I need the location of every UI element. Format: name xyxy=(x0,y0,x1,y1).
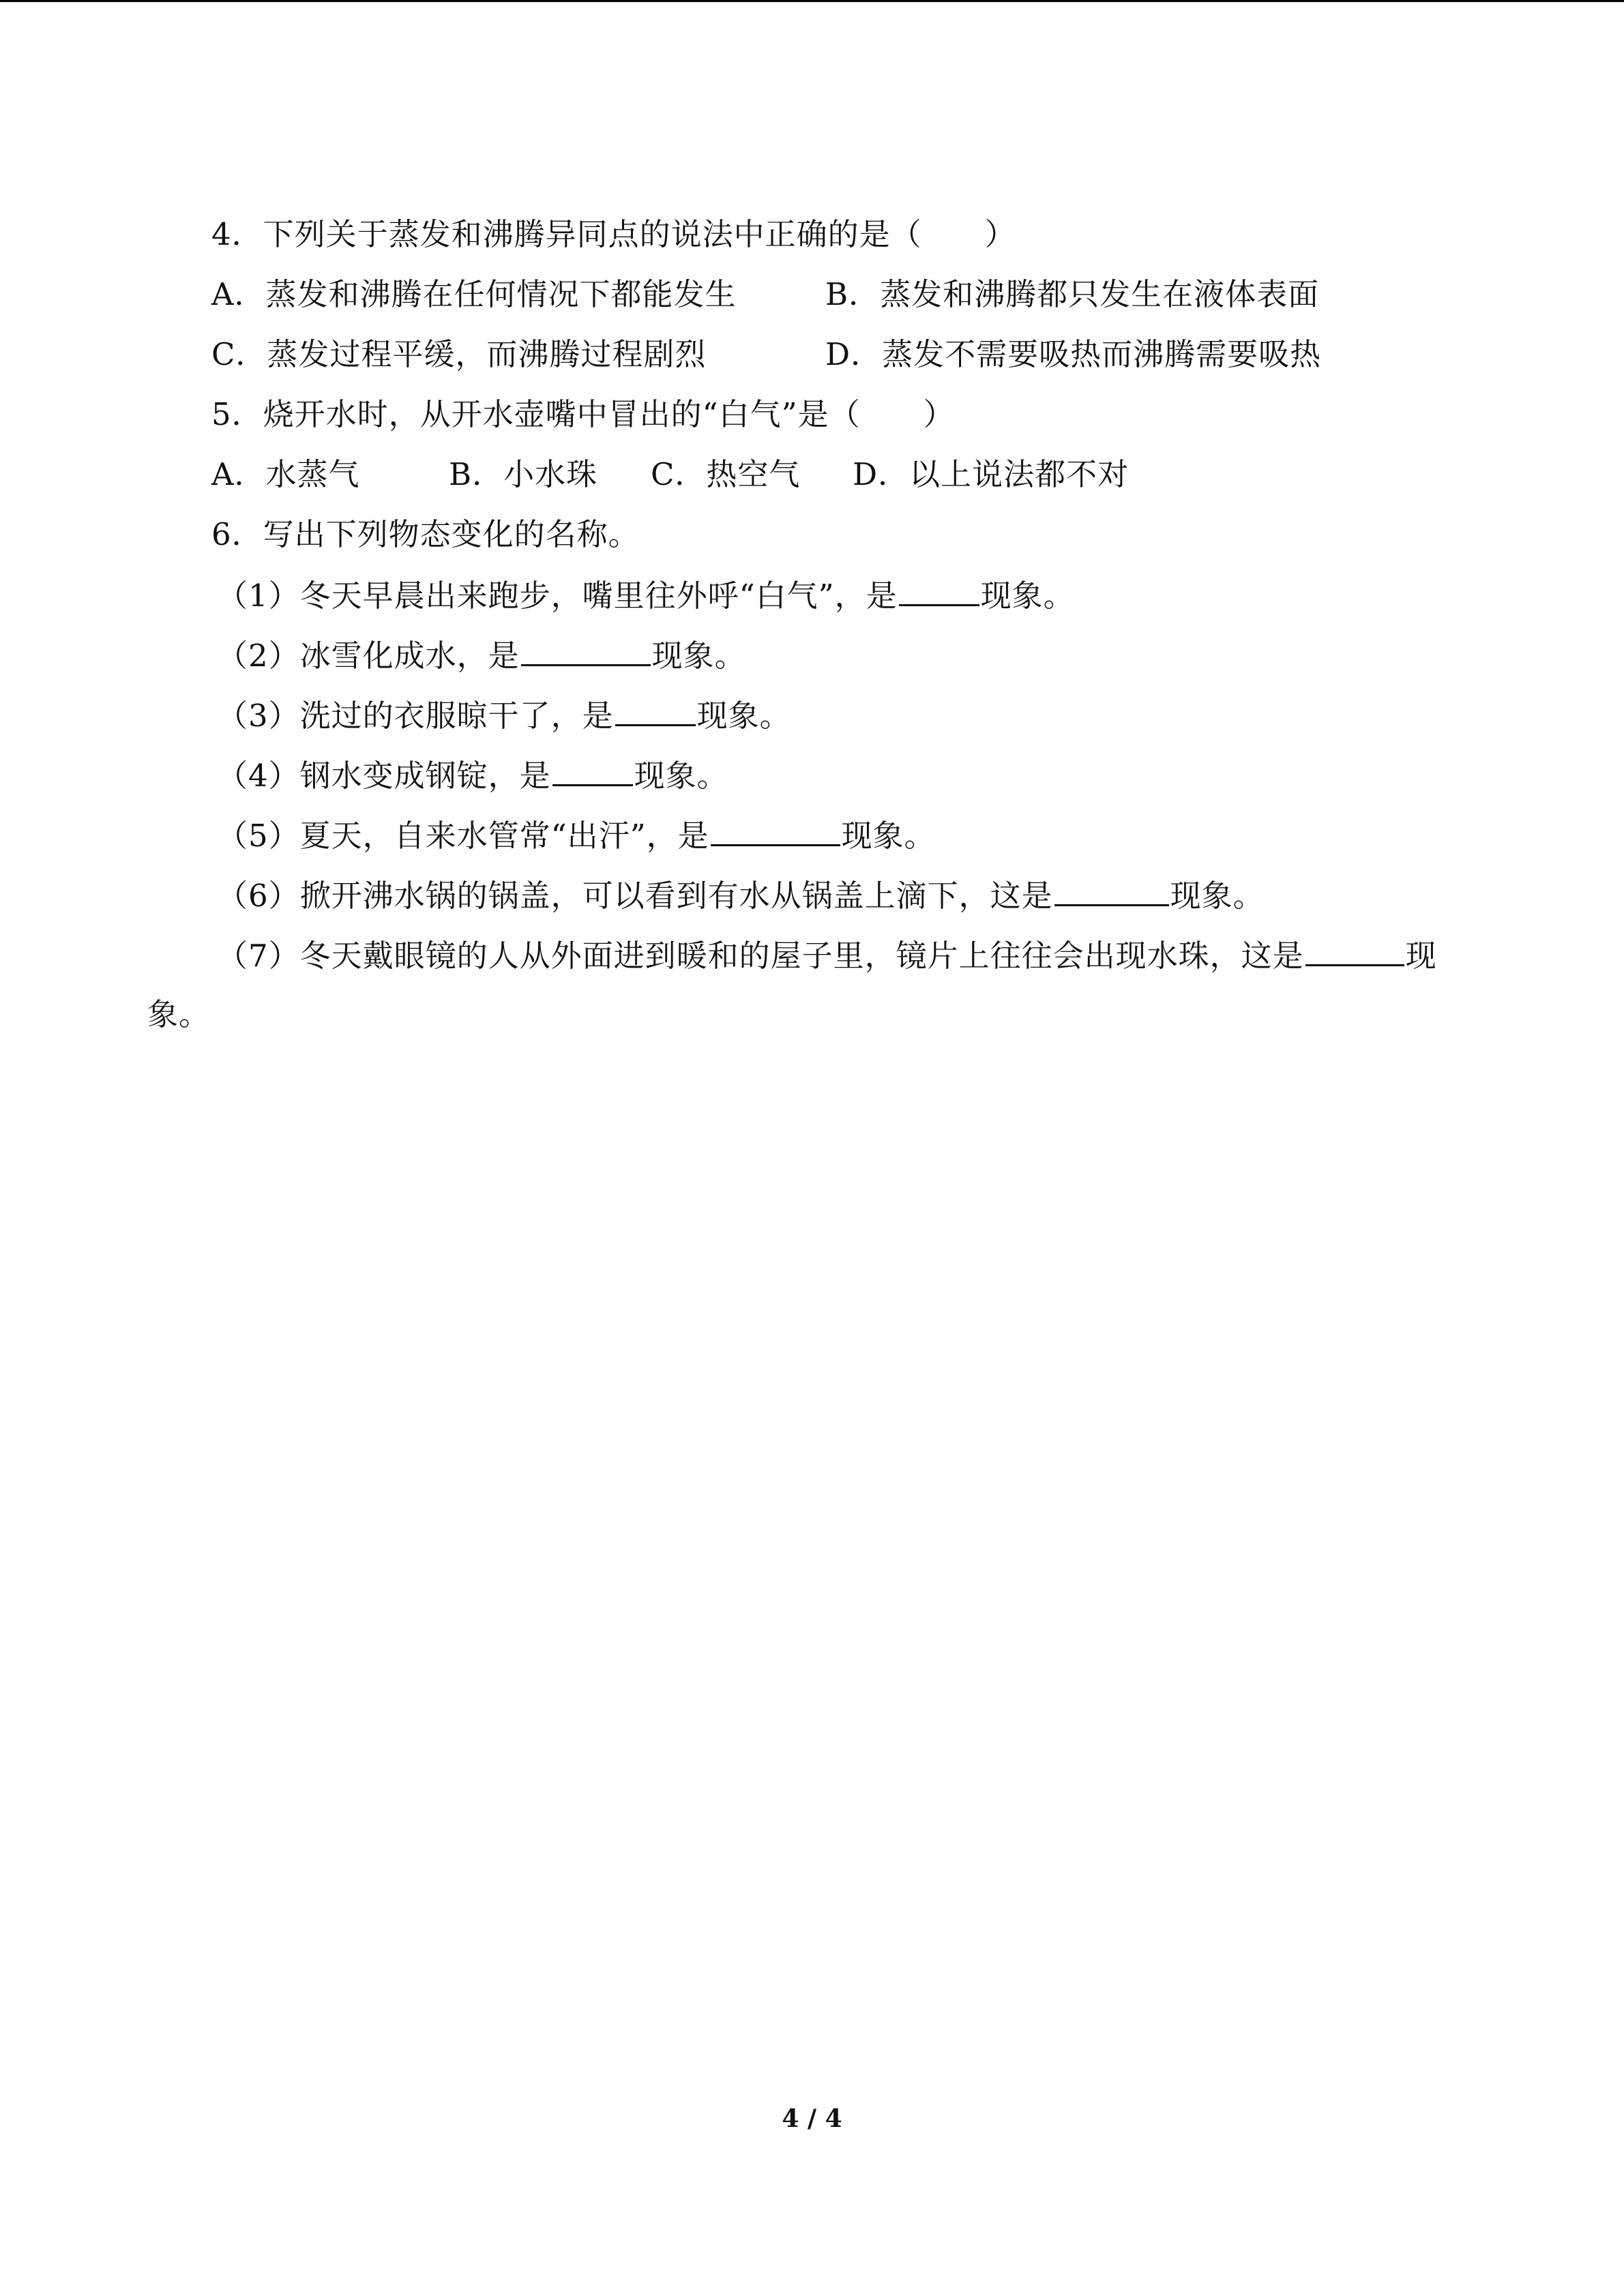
answer-blank-2[interactable] xyxy=(521,634,651,666)
question-6-item-6 xyxy=(217,874,1265,916)
answer-blank-4[interactable] xyxy=(552,754,633,786)
answer-blank-7[interactable] xyxy=(1305,934,1404,966)
page-number: 4 / 4 xyxy=(782,2104,842,2133)
item-5-suffix: 现象。 xyxy=(841,818,936,854)
question-4-option-b: B．蒸发和沸腾都只发生在液体表面 xyxy=(825,276,1320,312)
question-5-stem: 5．烧开水时，从开水壶嘴中冒出的“白气”是（ ） xyxy=(211,396,955,432)
question-4-options-row-2 xyxy=(211,334,1322,375)
item-1-suffix: 现象。 xyxy=(980,578,1075,614)
question-5-option-c: C．热空气 xyxy=(651,456,801,492)
item-2-text: （2）冰雪化成水，是 xyxy=(217,638,520,674)
question-5-option-a: A．水蒸气 xyxy=(211,456,360,492)
answer-blank-3[interactable] xyxy=(615,694,696,726)
item-6-suffix: 现象。 xyxy=(1170,878,1265,914)
question-4-stem: 4．下列关于蒸发和沸腾异同点的说法中正确的是（ ） xyxy=(211,216,1016,252)
item-7-suffix: 现 xyxy=(1405,938,1437,974)
item-1-text: （1）冬天早晨出来跑步，嘴里往外呼“白气”，是 xyxy=(217,578,898,614)
item-7-text: （7）冬天戴眼镜的人从外面进到暖和的屋子里，镜片上往往会出现水珠，这是 xyxy=(217,938,1304,974)
item-3-suffix: 现象。 xyxy=(696,698,791,734)
answer-blank-5[interactable] xyxy=(711,814,840,846)
item-5-text: （5）夏天，自来水管常“出汗”，是 xyxy=(217,818,709,854)
question-4-option-d: D．蒸发不需要吸热而沸腾需要吸热 xyxy=(825,336,1322,372)
item-6-text: （6）掀开沸水锅的锅盖，可以看到有水从锅盖上滴下，这是 xyxy=(217,878,1053,914)
question-5-option-d: D．以上说法都不对 xyxy=(853,456,1130,492)
item-2-suffix: 现象。 xyxy=(651,638,746,674)
question-5-option-b: B．小水珠 xyxy=(449,456,598,492)
answer-blank-1[interactable] xyxy=(899,574,979,606)
question-6-item-2 xyxy=(217,634,746,676)
question-4-options-row-1 xyxy=(211,274,1320,315)
item-4-text: （4）钢水变成钢锭，是 xyxy=(217,758,551,794)
question-6-stem: 6．写出下列物态变化的名称。 xyxy=(211,516,640,552)
top-border xyxy=(0,0,1624,2)
question-6-item-1 xyxy=(217,574,1075,616)
item-4-suffix: 现象。 xyxy=(634,758,728,794)
question-6-item-4 xyxy=(217,754,728,796)
question-6-item-5 xyxy=(217,814,936,856)
question-4-option-a: A．蒸发和沸腾在任何情况下都能发生 xyxy=(211,276,737,312)
answer-blank-6[interactable] xyxy=(1054,874,1169,906)
question-6-item-7-continuation: 象。 xyxy=(147,996,211,1032)
question-6-item-7 xyxy=(217,934,1437,976)
question-5-options-row xyxy=(211,454,1130,495)
question-4-option-c: C．蒸发过程平缓，而沸腾过程剧烈 xyxy=(211,336,707,372)
item-3-text: （3）洗过的衣服晾干了，是 xyxy=(217,698,614,734)
question-6-item-3 xyxy=(217,694,791,736)
